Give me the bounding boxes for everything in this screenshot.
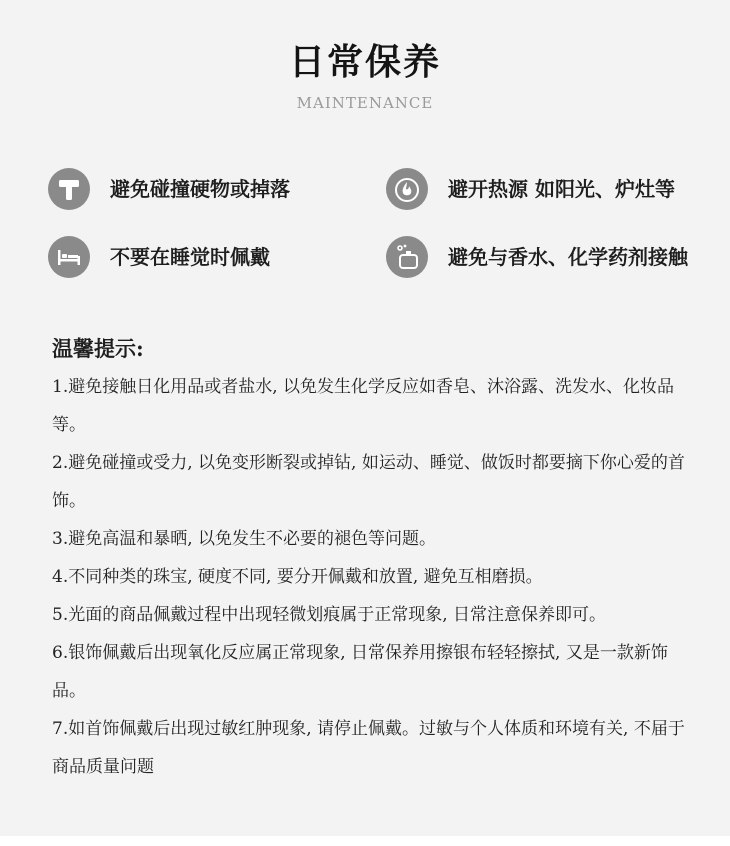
tip-label: 避开热源 如阳光、炉灶等: [448, 177, 675, 201]
care-notes: [52, 330, 692, 786]
tip-label: 避免碰撞硬物或掉落: [110, 177, 290, 201]
note-item: 5.光面的商品佩戴过程中出现轻微划痕属于正常现象, 日常注意保养即可。: [52, 605, 607, 625]
bed-icon: [48, 236, 90, 278]
note-item: 4.不同种类的珠宝, 硬度不同, 要分开佩戴和放置, 避免互相磨损。: [52, 567, 543, 587]
note-item: 3.避免高温和暴晒, 以免发生不必要的褪色等问题。: [52, 529, 437, 549]
perfume-bottle-icon: [386, 236, 428, 278]
tip-avoid-chemicals: [386, 234, 688, 280]
note-item: 2.避免碰撞或受力, 以免变形断裂或掉钻, 如运动、睡觉、做饭时都要摘下你心爱的首饰。: [52, 453, 685, 511]
note-item: 1.避免接触日化用品或者盐水, 以免发生化学反应如香皂、沐浴露、洗发水、化妆品等。: [52, 377, 675, 435]
hammer-icon: [48, 168, 90, 210]
tip-avoid-heat: [386, 166, 675, 212]
page-subtitle: MAINTENANCE: [296, 94, 434, 112]
note-item: 6.银饰佩戴后出现氧化反应属正常现象, 日常保养用擦银布轻轻擦拭, 又是一款新饰品。: [52, 643, 668, 701]
tip-avoid-impact: [48, 166, 290, 212]
notes-title: 温馨提示:: [52, 336, 144, 361]
flame-icon: [386, 168, 428, 210]
page-title: 日常保养: [288, 41, 441, 83]
tip-no-sleep-wear: [48, 234, 270, 280]
note-item: 7.如首饰佩戴后出现过敏红肿现象, 请停止佩戴。过敏与个人体质和环境有关, 不届于商品质量问题: [52, 719, 685, 777]
tip-label: 避免与香水、化学药剂接触: [448, 245, 688, 269]
tip-label: 不要在睡觉时佩戴: [110, 245, 270, 269]
notes-list: [52, 368, 692, 786]
